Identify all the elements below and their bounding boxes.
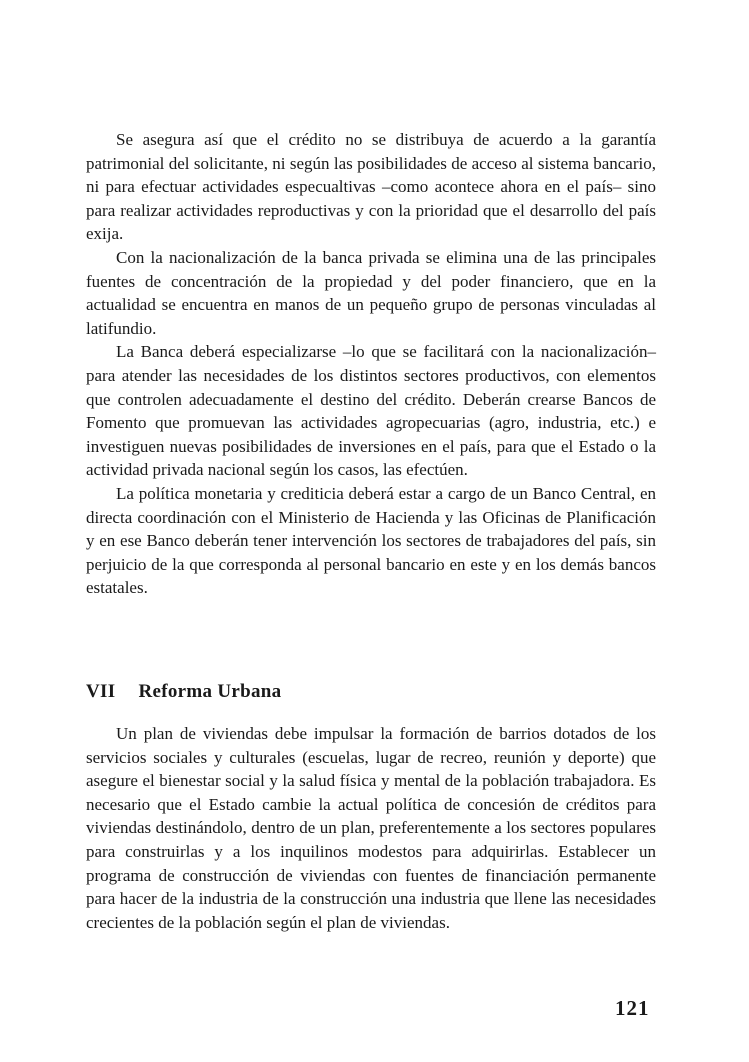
paragraph: La Banca deberá especializarse –lo que se facilitará con la nacionalización– para atender las necesidades de los distintos sectores productivos, con elementos que controlen adecuadamente el destino del crédito. Deberán crearse Bancos de Fomento que promuevan las actividades agropecuarias (agro, industria, etc.) e investiguen nuevas posibilidades de inversiones en el país, para que el Estado o la actividad privada nacional según los casos, las efectúen. xyxy=(86,342,656,480)
section-body xyxy=(86,722,656,934)
paragraph: Con la nacionalización de la banca privada se elimina una de las principales fuentes de concentración de la propiedad y del poder financiero, que en la actualidad se encuentra en manos de un pequeño grupo de personas vinculadas al latifundio. xyxy=(86,247,656,338)
paragraph: La política monetaria y crediticia deberá estar a cargo de un Banco Central, en directa coordinación con el Ministerio de Hacienda y las Oficinas de Planificación y en ese Banco deberán tener intervención los sectores de trabajadores del país, sin perjuicio de la que corresponda al personal bancario en este y en los demás bancos estatales. xyxy=(86,483,656,598)
body-text xyxy=(86,128,656,600)
paragraph: Se asegura así que el crédito no se distribuya de acuerdo a la garantía patrimonial del solicitante, ni según las posibilidades de acceso al sistema bancario, ni para efectuar actividades especualtivas –como acontece ahora en el país– sino para realizar actividades reproductivas y con la prioridad que el desarrollo del país exija. xyxy=(86,130,656,244)
paragraph: Un plan de viviendas debe impulsar la formación de barrios dotados de los servicios sociales y culturales (escuelas, lugar de recreo, reunión y deporte) que asegure el bienestar social y la salud física y mental de la población trabajadora. Es necesario que el Estado cambie la actual política de concesión de créditos para viviendas destinándolo, dentro de un plan, preferentemente a los sectores populares para construirlas y a los inquilinos modestos para adquirirlas. Establecer un programa de construcción de viviendas con fuentes de financiación permanente para hacer de la industria de la construcción una industria que llene las necesidades crecientes de la población según el plan de viviendas. xyxy=(86,724,656,932)
page-number: 121 xyxy=(615,996,650,1020)
section-number: VII xyxy=(86,681,116,702)
section-title: Reforma Urbana xyxy=(138,681,282,702)
section-heading xyxy=(86,681,281,703)
